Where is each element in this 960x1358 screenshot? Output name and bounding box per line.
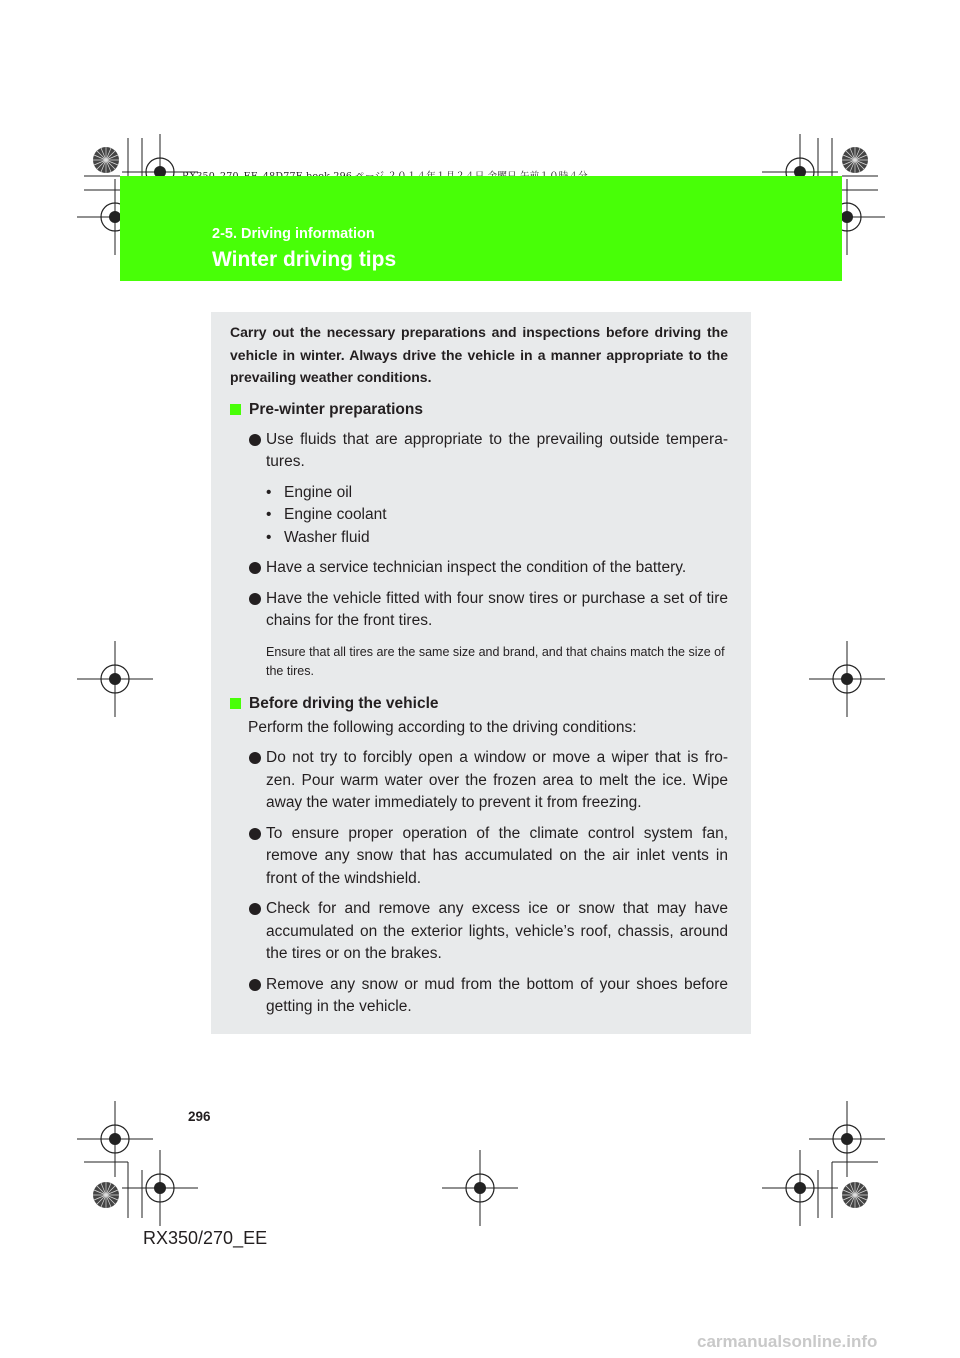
middle-dot-icon: • [266, 483, 272, 501]
section-header-band [120, 176, 842, 281]
section-label: 2-5. Driving information [212, 226, 375, 242]
bullet-text: To ensure proper operation of the climate control system fan, remove any snow that has accumulated on the air inlet vents in front of the windshield. [266, 824, 728, 887]
bullet-text: Check for and remove any excess ice or snow that may have accumulated on the exterior lights, vehicle’s roof, chassis, around the tires or on the brakes. [266, 900, 728, 962]
bullet-item [230, 588, 728, 633]
list-item: • Engine coolant [230, 504, 728, 527]
bullet-dot-icon [249, 903, 261, 915]
before-driving-lead: Perform the following according to the driving conditions: [248, 718, 637, 736]
before-driving-heading [230, 693, 728, 715]
bullet-item [230, 823, 728, 891]
intro-text: Carry out the necessary preparations and inspections before driving the vehicle in winter. Always drive the vehicle in a manner appropriate to the prevailing weather conditions. [230, 324, 728, 385]
list-item: • Engine oil [230, 482, 728, 505]
bullet-dot-icon [249, 828, 261, 840]
list-item: • Washer fluid [230, 527, 728, 550]
pre-winter-heading [230, 399, 728, 421]
tire-note: Ensure that all tires are the same size and brand, and that chains match the size of the tires. [266, 644, 725, 678]
bullet-item [230, 429, 728, 474]
bullet-dot-icon [249, 562, 261, 574]
bullet-item [230, 557, 728, 580]
model-code: RX350/270_EE [143, 1228, 268, 1248]
bullet-dot-icon [249, 752, 261, 764]
bullet-item [230, 747, 728, 815]
before-driving-heading-text: Before driving the vehicle [249, 694, 439, 712]
content-panel [211, 312, 751, 1034]
bullet-text: Use fluids that are appropriate to the prevailing outside tempera-tures. [266, 430, 728, 470]
bullet-text: Have the vehicle fitted with four snow tires or purchase a set of tire chains for the front tires. [266, 589, 728, 629]
bullet-dot-icon [249, 593, 261, 605]
page-title: Winter driving tips [212, 248, 397, 271]
green-square-icon [230, 698, 241, 709]
middle-dot-icon: • [266, 506, 272, 523]
middle-dot-icon: • [266, 528, 272, 546]
bullet-text: Do not try to forcibly open a window or move a wiper that is fro-zen. Pour warm water over the frozen area to melt the ice. Wipe away the water immediately to prevent it from freezing. [266, 749, 728, 811]
bullet-dot-icon [249, 979, 261, 991]
bullet-item [230, 974, 728, 1019]
watermark: carmanualsonline.info [697, 1332, 878, 1351]
bullet-item [230, 898, 728, 966]
fluids-list [230, 482, 728, 550]
bullet-text: Remove any snow or mud from the bottom of your shoes before getting in the vehicle. [266, 975, 728, 1015]
bullet-dot-icon [249, 434, 261, 446]
bullet-text: Have a service technician inspect the condition of the battery. [266, 559, 687, 576]
pre-winter-heading-text: Pre-winter preparations [249, 400, 423, 418]
green-square-icon [230, 404, 241, 415]
page-number: 296 [188, 1109, 211, 1124]
